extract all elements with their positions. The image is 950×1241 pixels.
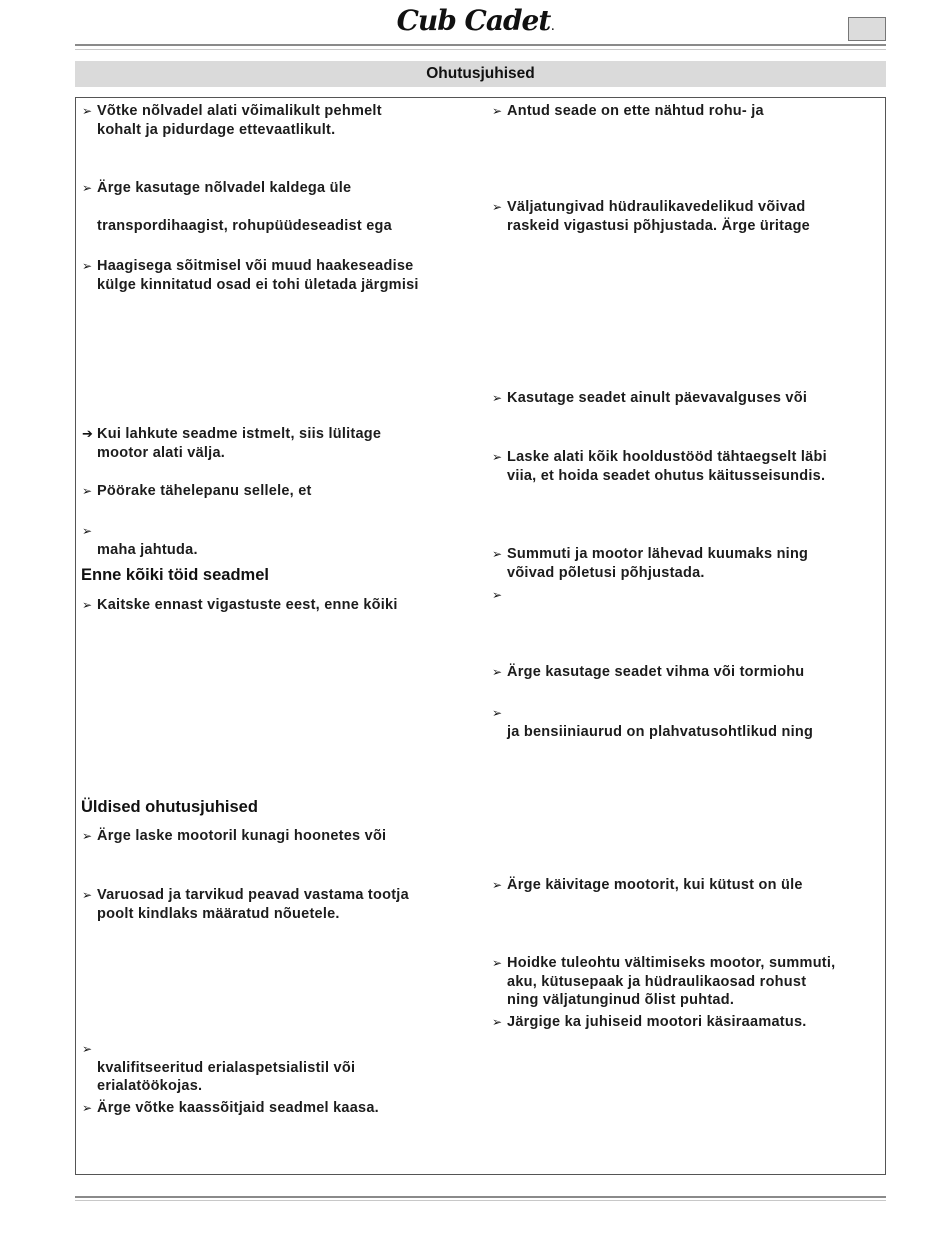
arrow-bullet-icon: ➢: [82, 598, 93, 612]
page-number-box: [848, 17, 886, 41]
item-text-line: [491, 102, 886, 121]
arrow-bullet-icon: ➢: [492, 104, 503, 118]
item-text-line: [81, 1099, 476, 1118]
item-text: Hoidke tuleohtu vältimiseks mootor, summuti,: [507, 955, 836, 971]
left-item: [81, 522, 476, 559]
arrow-bullet-icon: ➢: [82, 259, 93, 273]
item-text-line: [81, 886, 476, 905]
arrow-bullet-icon: ➢: [82, 104, 93, 118]
header-rule: [75, 44, 886, 46]
item-text-line: maha jahtuda.: [97, 541, 198, 558]
arrow-bullet-icon: ➢: [492, 665, 503, 679]
item-text-line: külge kinnitatud osad ei tohi ületada järgmisi: [97, 276, 419, 293]
item-text-line: [81, 596, 476, 615]
item-text: Antud seade on ette nähtud rohu- ja: [507, 103, 764, 119]
item-text: Kaitske ennast vigastuste eest, enne kõiki: [97, 597, 398, 613]
left-item: [81, 482, 476, 501]
item-text: Järgige ka juhiseid mootori käsiraamatus.: [507, 1014, 807, 1030]
item-text: Ärge kasutage nõlvadel kaldega üle: [97, 180, 352, 196]
right-item: [491, 102, 886, 121]
item-text-line: võivad põletusi põhjustada.: [507, 564, 705, 581]
subsection-heading: Enne kõiki töid seadmel: [81, 566, 269, 584]
item-text: Varuosad ja tarvikud peavad vastama tootja: [97, 887, 409, 903]
item-text-line: [81, 257, 476, 276]
item-text-line: [491, 586, 886, 605]
section-title: Ohutusjuhised: [75, 61, 886, 87]
cub-cadet-logo: Cub Cadet.: [396, 4, 554, 37]
item-text-line: erialatöökojas.: [97, 1078, 203, 1095]
right-item: [491, 198, 886, 235]
item-text: Ärge võtke kaassõitjaid seadmel kaasa.: [97, 1100, 379, 1116]
right-item: [491, 663, 886, 682]
header-rule-thin: [75, 49, 886, 50]
item-text-line: [491, 545, 886, 564]
item-text-line: kohalt ja pidurdage ettevaatlikult.: [97, 121, 336, 138]
arrow-bullet-icon: ➢: [492, 391, 503, 405]
subsection-heading: Üldised ohutusjuhised: [81, 798, 258, 816]
solid-arrow-bullet-icon: ➔: [82, 426, 94, 441]
right-item: [491, 1013, 886, 1032]
item-text: Kasutage seadet ainult päevavalguses või: [507, 390, 808, 406]
item-text-line: [491, 954, 886, 973]
arrow-bullet-icon: ➢: [82, 888, 93, 902]
item-text-line: [491, 198, 886, 217]
item-text: Ärge kasutage seadet vihma või tormiohu: [507, 664, 805, 680]
left-item: [81, 596, 476, 615]
right-item: [491, 448, 886, 485]
arrow-bullet-icon: ➢: [492, 200, 503, 214]
item-text-line: [491, 389, 886, 408]
arrow-bullet-icon: ➢: [82, 484, 93, 498]
item-text-line: ning väljatunginud õlist puhtad.: [507, 992, 735, 1009]
left-item: [81, 257, 476, 294]
item-text: Kui lahkute seadme istmelt, siis lülitage: [97, 426, 382, 442]
item-text-line: [491, 876, 886, 895]
arrow-bullet-icon: ➢: [492, 956, 503, 970]
left-item: [81, 886, 476, 923]
item-text-line: transpordihaagist, rohupüüdeseadist ega: [97, 218, 392, 234]
left-item: [81, 179, 476, 198]
item-text-line: kvalifitseeritud erialaspetsialistil või: [97, 1059, 356, 1076]
item-text-line: [491, 448, 886, 467]
arrow-bullet-icon: ➢: [492, 450, 503, 464]
left-item: [81, 425, 476, 462]
right-item: [491, 876, 886, 895]
arrow-bullet-icon: ➢: [82, 524, 93, 538]
item-text-line: [81, 179, 476, 198]
right-item: [491, 545, 886, 582]
item-text-line: ja bensiiniaurud on plahvatusohtlikud ning: [507, 723, 814, 740]
right-item: [491, 704, 886, 741]
item-text: Laske alati kõik hooldustööd tähtaegselt läbi: [507, 449, 827, 465]
item-text-line: [81, 522, 476, 541]
item-text-line: [81, 1040, 476, 1059]
item-text-line: [491, 1013, 886, 1032]
right-item: [491, 586, 886, 605]
footer-rule-thin: [75, 1200, 886, 1201]
arrow-bullet-icon: ➢: [492, 706, 503, 720]
left-item: [81, 1040, 476, 1096]
arrow-bullet-icon: ➢: [82, 829, 93, 843]
item-text: Summuti ja mootor lähevad kuumaks ning: [507, 546, 809, 562]
left-item: [81, 217, 476, 236]
footer-rule: [75, 1196, 886, 1198]
item-text: Ärge käivitage mootorit, kui kütust on üle: [507, 877, 803, 893]
item-text-line: [81, 827, 476, 846]
item-text-line: [81, 102, 476, 121]
item-text: Ärge laske mootoril kunagi hoonetes või: [97, 828, 387, 844]
item-text: Võtke nõlvadel alati võimalikult pehmelt: [97, 103, 382, 119]
item-text: Pöörake tähelepanu sellele, et: [97, 483, 312, 499]
item-text-line: poolt kindlaks määratud nõuetele.: [97, 905, 340, 922]
item-text-line: [491, 663, 886, 682]
arrow-bullet-icon: ➢: [82, 181, 93, 195]
item-text-line: [81, 482, 476, 501]
item-text-line: aku, kütusepaak ja hüdraulikaosad rohust: [507, 973, 807, 990]
left-item: [81, 102, 476, 139]
item-text-line: raskeid vigastusi põhjustada. Ärge üritage: [507, 217, 810, 234]
arrow-bullet-icon: ➢: [82, 1042, 93, 1056]
arrow-bullet-icon: ➢: [492, 588, 503, 602]
arrow-bullet-icon: ➢: [492, 878, 503, 892]
right-item: [491, 389, 886, 408]
item-text-line: [491, 704, 886, 723]
item-text-line: mootor alati välja.: [97, 444, 226, 461]
item-text: Haagisega sõitmisel või muud haakeseadise: [97, 258, 414, 274]
left-item: [81, 1099, 476, 1118]
arrow-bullet-icon: ➢: [492, 1015, 503, 1029]
right-item: [491, 954, 886, 1010]
left-item: [81, 827, 476, 846]
item-text-line: viia, et hoida seadet ohutus käitusseisundis.: [507, 467, 826, 484]
arrow-bullet-icon: ➢: [492, 547, 503, 561]
item-text: Väljatungivad hüdraulikavedelikud võivad: [507, 199, 806, 215]
item-text-line: [81, 425, 476, 444]
arrow-bullet-icon: ➢: [82, 1101, 93, 1115]
